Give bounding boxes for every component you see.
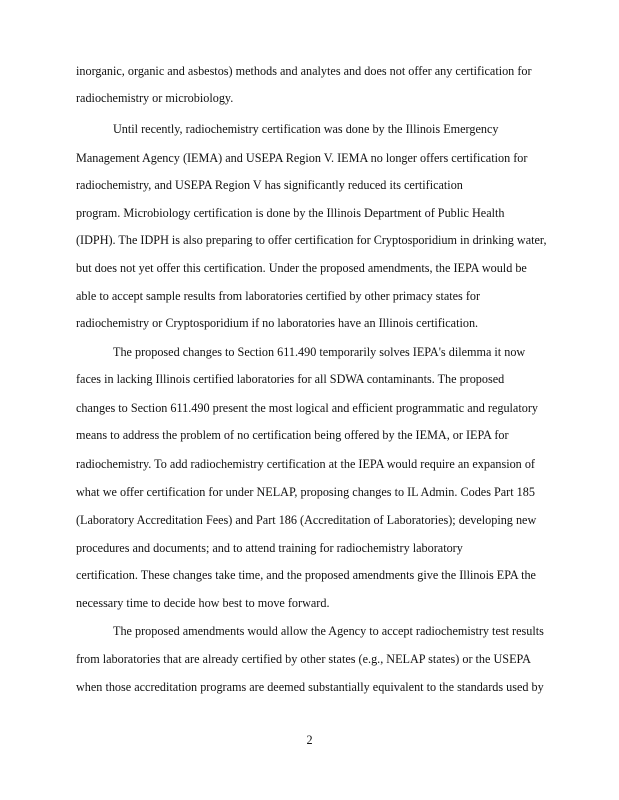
page-number: 2 xyxy=(306,733,313,747)
text-line: from laboratories that are already certified by other states (e.g., NELAP states) or the USEPA xyxy=(76,652,531,666)
text-line: procedures and documents; and to attend training for radiochemistry laboratory xyxy=(76,541,463,555)
text-line: but does not yet offer this certification. Under the proposed amendments, the IEPA would be xyxy=(76,261,527,275)
paragraph-first-line: The proposed amendments would allow the Agency to accept radiochemistry test results xyxy=(113,624,544,638)
text-line: radiochemistry. To add radiochemistry certification at the IEPA would require an expansion of xyxy=(76,457,535,471)
text-line: certification. These changes take time, and the proposed amendments give the Illinois EPA the xyxy=(76,568,536,582)
text-line: inorganic, organic and asbestos) methods and analytes and does not offer any certification for xyxy=(76,64,532,78)
text-line: radiochemistry, and USEPA Region V has significantly reduced its certification xyxy=(76,178,463,192)
text-line: Management Agency (IEMA) and USEPA Region V. IEMA no longer offers certification for xyxy=(76,151,528,165)
text-line: what we offer certification for under NELAP, proposing changes to IL Admin. Codes Part 185 xyxy=(76,485,535,499)
text-line: necessary time to decide how best to move forward. xyxy=(76,596,330,610)
text-line: changes to Section 611.490 present the most logical and efficient programmatic and regulatory xyxy=(76,401,538,415)
text-line: program. Microbiology certification is done by the Illinois Department of Public Health xyxy=(76,206,505,220)
text-line: able to accept sample results from laboratories certified by other primacy states for xyxy=(76,289,481,303)
text-line: when those accreditation programs are deemed substantially equivalent to the standards used by xyxy=(76,680,544,694)
paragraph-first-line: The proposed changes to Section 611.490 temporarily solves IEPA's dilemma it now xyxy=(113,345,526,359)
text-line: faces in lacking Illinois certified laboratories for all SDWA contaminants. The proposed xyxy=(76,372,505,386)
text-line: (Laboratory Accreditation Fees) and Part 186 (Accreditation of Laboratories); developing new xyxy=(76,513,537,527)
text-line: radiochemistry or Cryptosporidium if no laboratories have an Illinois certification. xyxy=(76,316,479,330)
text-line: radiochemistry or microbiology. xyxy=(76,91,234,105)
text-line: (IDPH). The IDPH is also preparing to offer certification for Cryptosporidium in drinking water, xyxy=(76,233,547,247)
text-line: means to address the problem of no certification being offered by the IEMA, or IEPA for xyxy=(76,428,509,442)
paragraph-first-line: Until recently, radiochemistry certification was done by the Illinois Emergency xyxy=(113,122,499,136)
